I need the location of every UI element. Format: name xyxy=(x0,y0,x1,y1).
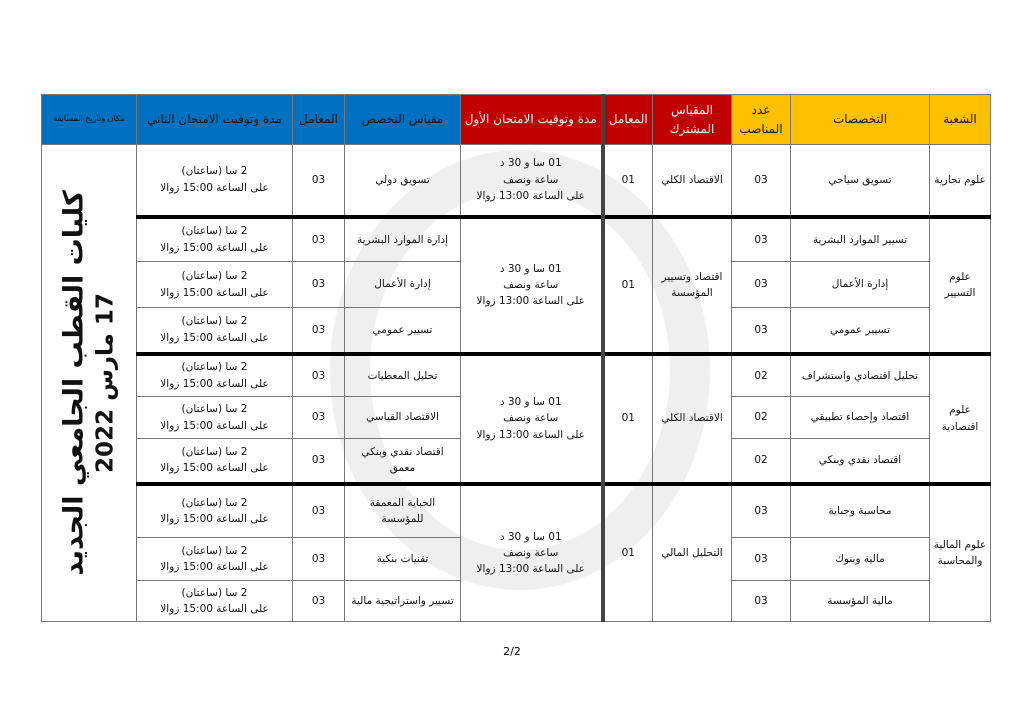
header-common-module: المقياس المشترك xyxy=(653,95,732,145)
spec-module-cell: الاقتصاد القياسي xyxy=(345,397,461,439)
coef2-cell: 03 xyxy=(293,581,345,622)
exam2-cell xyxy=(137,145,293,217)
specialty-cell: اقتصاد نقدي وبنكي xyxy=(791,439,930,484)
exam2-cell xyxy=(137,262,293,308)
coef2-cell: 03 xyxy=(293,262,345,308)
exam2-cell xyxy=(137,308,293,354)
branch-cell: علوم المالية والمحاسبة xyxy=(930,484,991,622)
coef2-cell: 03 xyxy=(293,397,345,439)
common-module-cell: التحليل المالي xyxy=(653,484,732,622)
positions-cell: 02 xyxy=(732,354,791,397)
exam1-time: على الساعة 13:00 زوالا xyxy=(476,563,585,576)
exam2-time: على الساعة 15:00 زوالا xyxy=(160,241,269,254)
exam1-cell xyxy=(461,354,603,484)
spec-module-cell: إدارة الأعمال xyxy=(345,262,461,308)
exam1-time: على الساعة 13:00 زوالا xyxy=(476,189,585,202)
coef2-cell: 03 xyxy=(293,308,345,354)
header-place: مكان وتاريخ المسابقة xyxy=(42,95,137,145)
spec-module-cell: تسيير واستراتيجية مالية xyxy=(345,581,461,622)
exam2-dur: 2 سا (ساعتان) xyxy=(181,496,248,509)
exam1-text: ساعة ونصف xyxy=(503,547,559,560)
specialty-cell: محاسبة وجباية xyxy=(791,484,930,538)
exam1-cell xyxy=(461,484,603,622)
coef2-cell: 03 xyxy=(293,354,345,397)
exam2-time: على الساعة 15:00 زوالا xyxy=(160,513,269,526)
coef2-cell: 03 xyxy=(293,439,345,484)
positions-cell: 03 xyxy=(732,217,791,262)
coef2-cell: 03 xyxy=(293,484,345,538)
spec-module-cell: إدارة الموارد البشرية xyxy=(345,217,461,262)
positions-cell: 03 xyxy=(732,308,791,354)
exam2-cell xyxy=(137,538,293,581)
common-module-cell: الاقتصاد الكلي xyxy=(653,354,732,484)
exam1-time: على الساعة 13:00 زوالا xyxy=(476,428,585,441)
exam1-text: ساعة ونصف xyxy=(503,278,559,291)
place-date-text xyxy=(57,190,122,575)
specialty-cell: تسويق سياحي xyxy=(791,145,930,217)
branch-cell: علوم اقتصادية xyxy=(930,354,991,484)
specialty-cell: مالية المؤسسة xyxy=(791,581,930,622)
header-branch: الشعبة xyxy=(930,95,991,145)
exam2-dur: 2 سا (ساعتان) xyxy=(181,586,248,599)
exam2-time: على الساعة 15:00 زوالا xyxy=(160,286,269,299)
positions-cell: 03 xyxy=(732,538,791,581)
specialty-cell: تسيير عمومي xyxy=(791,308,930,354)
table-row xyxy=(42,354,991,397)
exam2-dur: 2 سا (ساعتان) xyxy=(181,165,248,178)
exam1-dur: 01 سا و 30 د xyxy=(499,530,562,543)
coef2-cell: 03 xyxy=(293,145,345,217)
coef2-cell: 03 xyxy=(293,217,345,262)
header-exam1: مدة وتوقيت الامتحان الأول xyxy=(461,95,603,145)
exam1-text: ساعة ونصف xyxy=(503,173,559,186)
exam2-dur: 2 سا (ساعتان) xyxy=(181,445,248,458)
exam1-dur: 01 سا و 30 د xyxy=(499,157,562,170)
positions-cell: 03 xyxy=(732,484,791,538)
exam2-dur: 2 سا (ساعتان) xyxy=(181,270,248,283)
positions-cell: 02 xyxy=(732,439,791,484)
coef1-cell: 01 xyxy=(603,145,653,217)
coef1-cell: 01 xyxy=(603,354,653,484)
table-row xyxy=(42,145,991,217)
specialty-cell: مالية وبنوك xyxy=(791,538,930,581)
exam2-dur: 2 سا (ساعتان) xyxy=(181,225,248,238)
exam2-cell xyxy=(137,581,293,622)
spec-module-cell: تقنيات بنكية xyxy=(345,538,461,581)
branch-cell: علوم تجارية xyxy=(930,145,991,217)
header-coef2: المعامل xyxy=(293,95,345,145)
exam2-dur: 2 سا (ساعتان) xyxy=(181,361,248,374)
coef2-cell: 03 xyxy=(293,538,345,581)
spec-module-cell: اقتصاد نقدي وبنكي معمق xyxy=(345,439,461,484)
spec-module-cell: تسويق دولي xyxy=(345,145,461,217)
exam2-time: على الساعة 15:00 زوالا xyxy=(160,181,269,194)
exam2-cell xyxy=(137,484,293,538)
header-specialties: التخصصات xyxy=(791,95,930,145)
branch-cell: علوم التسيير xyxy=(930,217,991,354)
positions-cell: 03 xyxy=(732,581,791,622)
exam2-dur: 2 سا (ساعتان) xyxy=(181,544,248,557)
exam2-dur: 2 سا (ساعتان) xyxy=(181,315,248,328)
exam2-time: على الساعة 15:00 زوالا xyxy=(160,331,269,344)
page-number: 2/2 xyxy=(503,645,521,658)
header-row xyxy=(42,95,991,145)
exam2-cell xyxy=(137,439,293,484)
positions-cell: 03 xyxy=(732,262,791,308)
header-exam2: مدة وتوقيت الامتحان الثاني xyxy=(137,95,293,145)
spec-module-cell: تسيير عمومي xyxy=(345,308,461,354)
date-line: 17 مارس 2022 xyxy=(92,293,119,473)
specialty-cell: إدارة الأعمال xyxy=(791,262,930,308)
exam2-cell xyxy=(137,397,293,439)
place-line: كليات القطب الجامعي الجديد xyxy=(58,190,90,576)
exam2-cell xyxy=(137,217,293,262)
exam1-dur: 01 سا و 30 د xyxy=(499,262,562,275)
table-row xyxy=(42,484,991,538)
header-coef1: المعامل xyxy=(603,95,653,145)
place-date-cell xyxy=(42,145,137,622)
exam1-cell xyxy=(461,217,603,354)
spec-module-cell: تحليل المعطيات xyxy=(345,354,461,397)
exam1-dur: 01 سا و 30 د xyxy=(499,396,562,409)
specialty-cell: تسيير الموارد البشرية xyxy=(791,217,930,262)
specialty-cell: تحليل اقتصادي واستشراف xyxy=(791,354,930,397)
positions-cell: 03 xyxy=(732,145,791,217)
common-module-cell: الاقتصاد الكلي xyxy=(653,145,732,217)
exam2-time: على الساعة 15:00 زوالا xyxy=(160,603,269,615)
coef1-cell: 01 xyxy=(603,484,653,622)
spec-module-cell: الجباية المعمقة للمؤسسة xyxy=(345,484,461,538)
exam2-time: على الساعة 15:00 زوالا xyxy=(160,561,269,573)
common-module-cell: اقتصاد وتسيير المؤسسة xyxy=(653,217,732,354)
coef1-cell: 01 xyxy=(603,217,653,354)
exam2-time: على الساعة 15:00 زوالا xyxy=(160,377,269,390)
positions-cell: 02 xyxy=(732,397,791,439)
exam2-time: على الساعة 15:00 زوالا xyxy=(160,462,269,475)
header-positions: عدد المناصب xyxy=(732,95,791,145)
exam2-cell xyxy=(137,354,293,397)
exam-schedule-table xyxy=(41,94,991,622)
exam1-text: ساعة ونصف xyxy=(503,412,559,425)
exam2-dur: 2 سا (ساعتان) xyxy=(181,403,248,416)
exam1-cell xyxy=(461,145,603,217)
header-spec-module: مقياس التخصص xyxy=(345,95,461,145)
table-row xyxy=(42,217,991,262)
specialty-cell: اقتصاد وإحصاء تطبيقي xyxy=(791,397,930,439)
exam1-time: على الساعة 13:00 زوالا xyxy=(476,295,585,308)
exam2-time: على الساعة 15:00 زوالا xyxy=(160,419,269,432)
